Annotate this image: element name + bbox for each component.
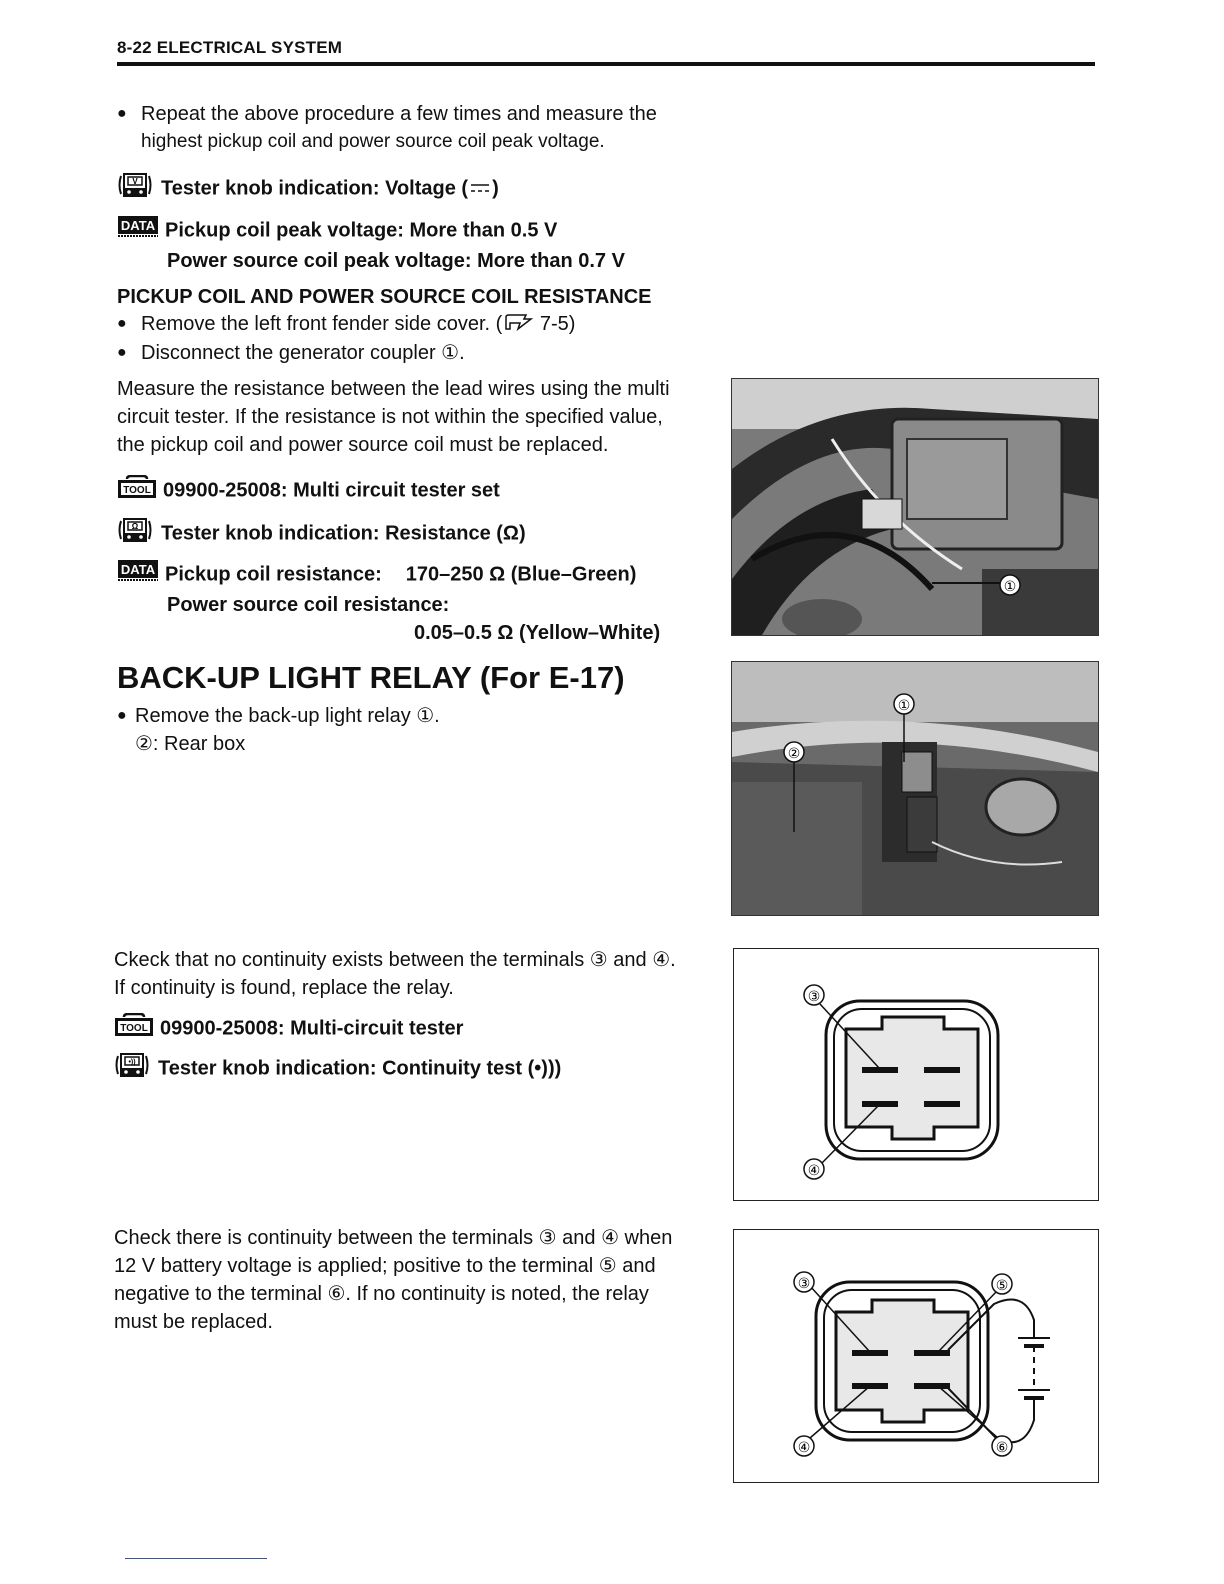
pickup-resistance-value: 170–250 Ω (Blue–Green)	[405, 563, 637, 586]
svg-text:V: V	[132, 177, 138, 186]
block4-line4: must be replaced.	[114, 1311, 273, 1333]
diagram2-terminal-6: ⑥	[995, 1440, 1009, 1456]
power-resistance-label: Power source coil resistance:	[167, 594, 450, 616]
data-icon	[117, 559, 159, 591]
header-rule	[117, 62, 1095, 66]
data-icon	[117, 215, 159, 247]
svg-text:DATA: DATA	[120, 562, 156, 577]
bullet-disconnect	[117, 339, 727, 367]
bullet1-ref: 7-5)	[534, 313, 576, 335]
bullet-icon: ●	[117, 105, 127, 122]
section-note: ②: Rear box	[135, 733, 246, 755]
bullet-remove-cover	[117, 310, 727, 339]
tool-text-2: 09900-25008: Multi-circuit tester	[160, 1017, 464, 1040]
backup-relay-section	[117, 660, 737, 758]
bullet-remove-relay	[117, 702, 737, 730]
tool-icon	[114, 1013, 154, 1045]
reference-pointer-icon	[504, 311, 534, 339]
resistance-block	[117, 284, 727, 459]
photo2-callout-2: ②	[787, 746, 801, 762]
relay-terminal-diagram-2	[733, 1229, 1099, 1483]
footer-link-underline	[125, 1558, 267, 1559]
bullet-text-line2: highest pickup coil and power source coil peak voltage.	[141, 131, 605, 152]
resistance-para-line2: circuit tester. If the resistance is not within the specified value,	[117, 405, 663, 428]
diagram1-terminal-3: ③	[807, 989, 821, 1005]
tester-continuity-text: Tester knob indication: Continuity test (•)))	[158, 1057, 562, 1080]
resistance-heading: PICKUP COIL AND POWER SOURCE COIL RESISTANCE	[117, 286, 652, 308]
relay-terminal-diagram-1	[733, 948, 1099, 1201]
data-line1: Pickup coil peak voltage: More than 0.5 V	[165, 219, 558, 242]
generator-coupler-photo	[731, 378, 1099, 636]
continuity-block	[114, 1224, 704, 1336]
power-resistance-value: 0.05–0.5 Ω (Yellow–White)	[414, 622, 661, 644]
bullet-icon: ●	[117, 343, 127, 361]
dc-voltage-icon	[470, 175, 490, 203]
tester-voltage-line	[117, 172, 499, 206]
tester-continuity-line	[114, 1052, 561, 1086]
tool-text-1: 09900-25008: Multi circuit tester set	[163, 479, 500, 502]
backup-relay-photo	[731, 661, 1099, 916]
tester-voltage-label: Tester knob indication: Voltage (	[161, 177, 469, 200]
diagram2-terminal-3: ③	[797, 1276, 811, 1292]
diagram1-terminal-4: ④	[807, 1163, 821, 1179]
block3-line1: Ckeck that no continuity exists between the terminals ③ and ④.	[114, 949, 676, 971]
tool-line-1	[117, 475, 500, 507]
tool-line-2	[114, 1013, 463, 1045]
block4-line3: negative to the terminal ⑥. If no continuity is noted, the relay	[114, 1283, 649, 1305]
bullet-icon: ●	[117, 315, 127, 332]
section-title: BACK-UP LIGHT RELAY (For E-17)	[117, 660, 625, 695]
tester-knob-icon	[117, 517, 155, 551]
section-bullet-text: Remove the back-up light relay ①.	[135, 705, 440, 727]
diagram2-terminal-5: ⑤	[995, 1278, 1009, 1294]
data-line2: Power source coil peak voltage: More than 0.7 V	[167, 250, 625, 272]
resistance-para-line1: Measure the resistance between the lead wires using the multi	[117, 377, 670, 400]
diagram2-terminal-4: ④	[797, 1440, 811, 1456]
no-continuity-block	[114, 946, 714, 1002]
resistance-data	[117, 559, 717, 647]
resistance-para-line3: the pickup coil and power source coil must be replaced.	[117, 433, 609, 456]
tester-resistance-text: Tester knob indication: Resistance (Ω)	[161, 522, 526, 545]
peak-voltage-data	[117, 215, 625, 275]
bullet-repeat	[117, 100, 717, 156]
tester-knob-icon	[117, 172, 155, 206]
block4-line2: 12 V battery voltage is applied; positive to the terminal ⑤ and	[114, 1255, 656, 1277]
tester-voltage-suffix: )	[492, 177, 499, 200]
svg-text:Ω: Ω	[131, 522, 139, 531]
bullet1-text: Remove the left front fender side cover. (	[141, 313, 503, 335]
bullet2-text: Disconnect the generator coupler ①.	[141, 341, 465, 364]
bullet-text-line1: Repeat the above procedure a few times and measure the	[141, 103, 657, 125]
tool-icon	[117, 475, 157, 507]
block3-line2: If continuity is found, replace the relay.	[114, 977, 454, 999]
tester-resistance-line	[117, 517, 526, 551]
svg-text:•)): •))	[128, 1059, 136, 1066]
photo2-callout-1: ①	[897, 698, 911, 714]
bullet-icon: ●	[117, 707, 127, 724]
pickup-resistance-label: Pickup coil resistance:	[165, 563, 382, 586]
tester-knob-icon	[114, 1052, 152, 1086]
photo1-callout-1: ①	[1003, 579, 1017, 595]
page-header: 8-22 ELECTRICAL SYSTEM	[117, 38, 343, 57]
svg-text:TOOL: TOOL	[123, 485, 151, 496]
peak-voltage-block	[117, 100, 717, 156]
block4-line1: Check there is continuity between the terminals ③ and ④ when	[114, 1227, 673, 1249]
svg-text:TOOL: TOOL	[120, 1023, 148, 1034]
svg-text:DATA: DATA	[120, 218, 156, 233]
